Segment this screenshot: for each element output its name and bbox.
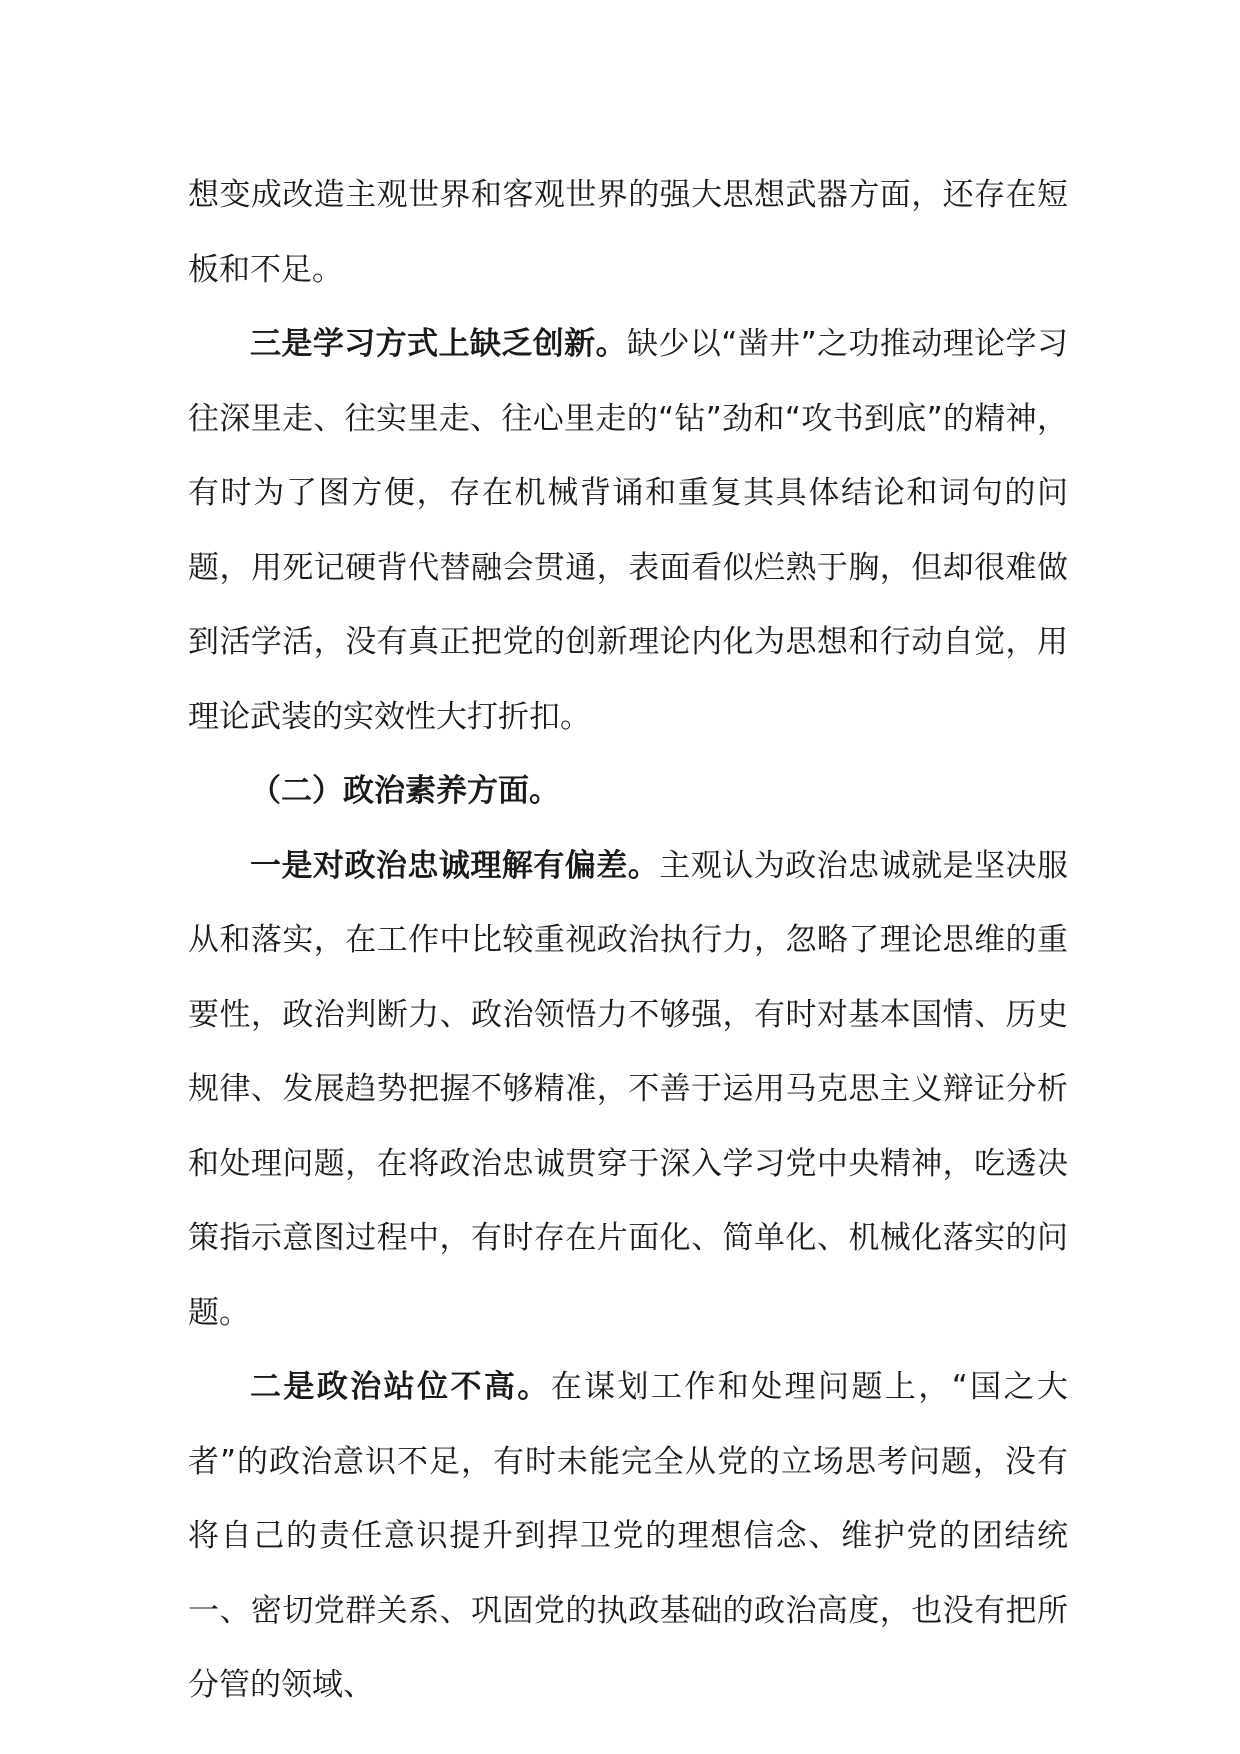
section-heading (188, 754, 1068, 829)
paragraph-continuation (188, 158, 1068, 307)
paragraph-political-loyalty (188, 829, 1068, 1351)
section-heading-text: （二）政治素养方面。 (250, 773, 560, 809)
paragraph-text: 主观认为政治忠诚就是坚决服从和落实，在工作中比较重视政治执行力，忽略了理论思维的重要性，政治判断力、政治领悟力不够强，有时对基本国情、历史规律、发展趋势把握不够精准，不善于运用马克思主义辩证分析和处理问题，在将政治忠诚贯穿于深入学习党中央精神，吃透决策指示意图过程中，有时存在片面化、简单化、机械化落实的问题。 (188, 847, 1069, 1331)
document-body (188, 158, 1068, 1723)
paragraph-political-standing (188, 1350, 1068, 1723)
paragraph-text: 想变成改造主观世界和客观世界的强大思想武器方面，还存在短板和不足。 (188, 177, 1068, 288)
paragraph-learning-method (188, 307, 1068, 754)
paragraph-lead: 三是学习方式上缺乏创新。 (250, 326, 628, 362)
paragraph-lead: 一是对政治忠诚理解有偏差。 (250, 847, 660, 884)
paragraph-text: 缺少以“凿井”之功推动理论学习往深里走、往实里走、往心里走的“钻”劲和“攻书到底”的精神，有时为了图方便，存在机械背诵和重复其具体结论和词句的问题，用死记硬背代替融会贯通，表面看似烂熟于胸，但却很难做到活学活，没有真正把党的创新理论内化为思想和行动自觉，用理论武装的实效性大打折扣。 (188, 326, 1069, 735)
paragraph-lead: 二是政治站位不高。 (250, 1369, 551, 1405)
paragraph-text: 在谋划工作和处理问题上，“国之大者”的政治意识不足，有时未能完全从党的立场思考问题，没有将自己的责任意识提升到捍卫党的理想信念、维护党的团结统一、密切党群关系、巩固党的执政基础的政治高度，也没有把所分管的领域、 (188, 1369, 1069, 1703)
